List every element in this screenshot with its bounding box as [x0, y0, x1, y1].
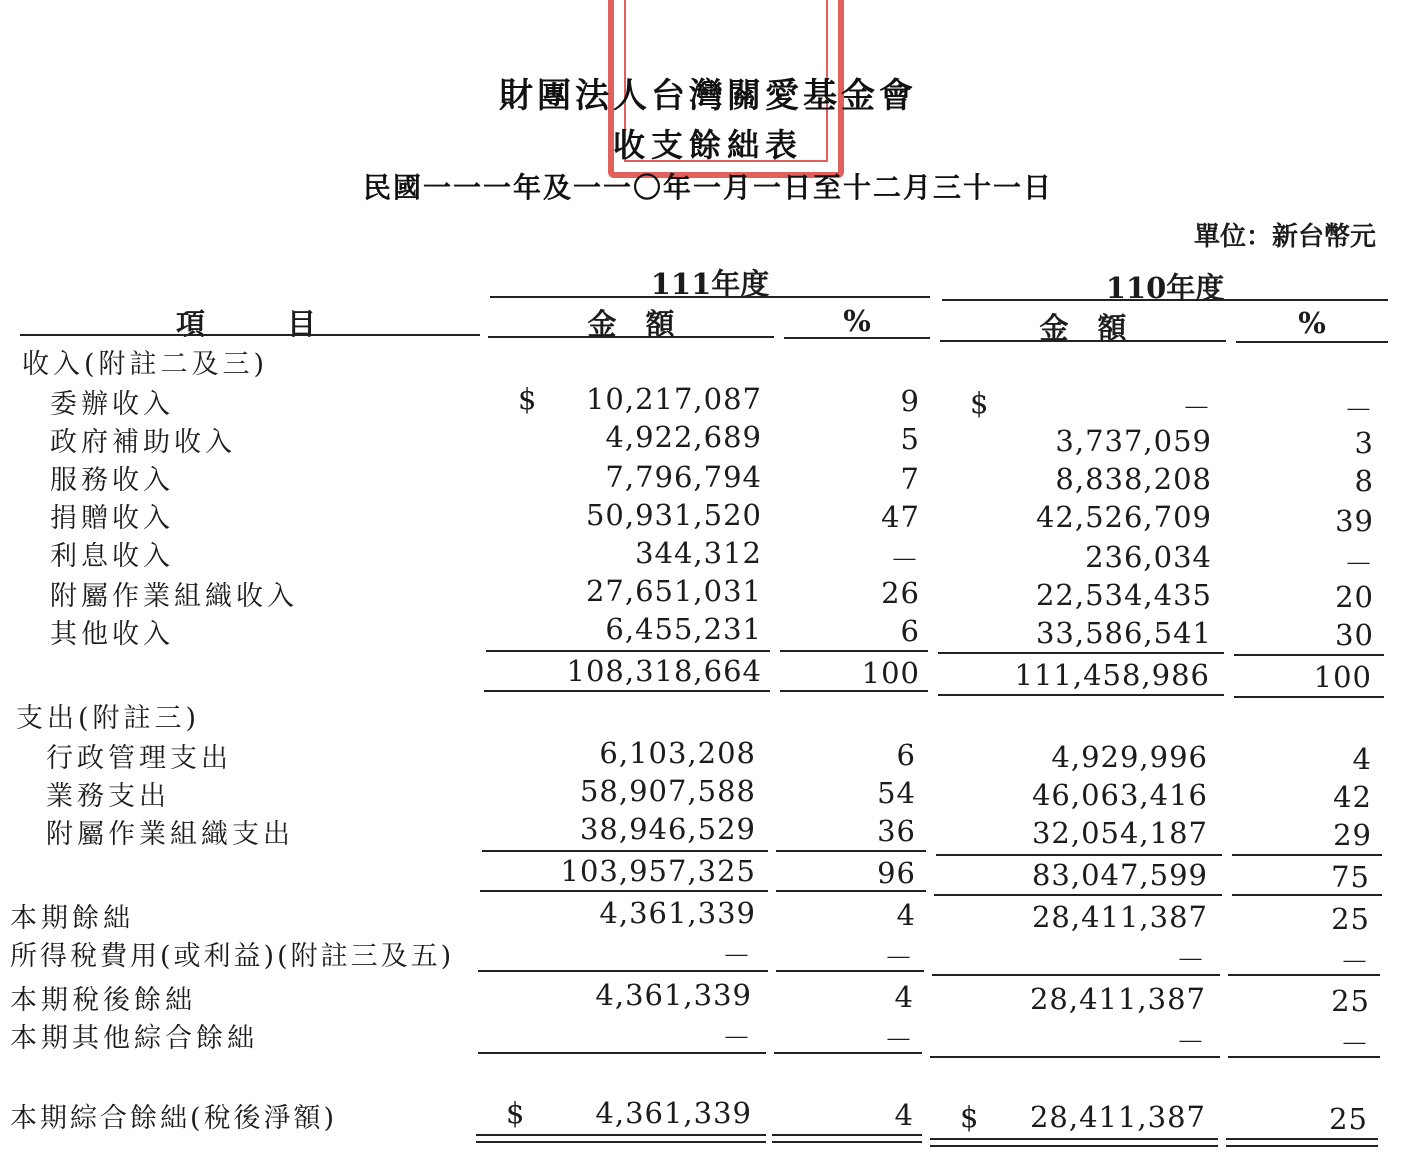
- current-amount: 344,312: [635, 536, 762, 570]
- prior-amount: 32,054,187: [1031, 816, 1208, 850]
- prior-amount: 33,586,541: [1035, 616, 1212, 650]
- current-percent: 26: [881, 576, 920, 610]
- prior-percent: 4: [1352, 742, 1372, 776]
- total-double-rule: [930, 1138, 1218, 1147]
- current-percent: 4: [896, 898, 916, 932]
- subtotal-rule: [1234, 654, 1384, 656]
- subtotal-rule: [776, 970, 924, 972]
- prior-amount: 4,929,996: [1051, 740, 1208, 774]
- current-amount: 38,946,529: [579, 812, 756, 846]
- prior-percent: 30: [1335, 618, 1374, 652]
- prior-percent: 20: [1335, 580, 1374, 614]
- subtotal-rule: [478, 1052, 766, 1054]
- prior-percent: 8: [1354, 464, 1374, 498]
- current-percent: －: [883, 1023, 914, 1057]
- prior-percent-subtotal: 100: [1313, 660, 1372, 694]
- current-percent: 54: [877, 776, 916, 810]
- current-amount: 27,651,031: [585, 574, 762, 608]
- current-amount: 58,907,588: [579, 774, 756, 808]
- subtotal-rule: [774, 1052, 922, 1054]
- current-amount: 4,922,689: [605, 420, 762, 454]
- row-label: 本期綜合餘絀(稅後淨額): [10, 1103, 338, 1134]
- subtotal-rule: [936, 854, 1222, 856]
- row-label: 服務收入: [50, 465, 174, 496]
- prior-amount: 28,411,387: [1029, 982, 1206, 1016]
- prior-percent: －: [1339, 1027, 1370, 1061]
- row-label: 本期稅後餘絀: [10, 985, 196, 1016]
- current-percent: 47: [881, 500, 920, 534]
- subtotal-rule: [1232, 854, 1382, 856]
- subtotal-rule: [1228, 1056, 1380, 1058]
- prior-amount: 3,737,059: [1055, 424, 1212, 458]
- current-percent-total: 4: [894, 1098, 914, 1132]
- current-amount: 50,931,520: [585, 498, 762, 532]
- subtotal-rule: [1228, 974, 1380, 976]
- subtotal-rule: [938, 652, 1224, 654]
- subtotal-rule: [484, 690, 770, 692]
- current-percent: 36: [877, 814, 916, 848]
- currency-symbol: $: [506, 1096, 525, 1130]
- prior-amount-subtotal: 111,458,986: [1014, 658, 1210, 692]
- current-amount: 10,217,087: [585, 382, 762, 416]
- header-rule: [490, 296, 930, 298]
- subtotal-rule: [480, 890, 768, 892]
- current-percent: －: [889, 543, 920, 577]
- total-double-rule: [1226, 1138, 1378, 1147]
- subtotal-rule: [932, 974, 1220, 976]
- header-rule: [20, 334, 480, 336]
- row-label: 捐贈收入: [50, 503, 174, 534]
- currency-unit: 單位：新台幣元: [1193, 222, 1376, 252]
- subtotal-rule: [934, 894, 1222, 896]
- percent-header-current: %: [843, 304, 871, 338]
- prior-percent: 25: [1331, 984, 1370, 1018]
- prior-amount: －: [1175, 943, 1206, 977]
- amount-header-prior: 金 額: [1039, 311, 1127, 345]
- percent-header-prior: %: [1298, 306, 1326, 340]
- current-percent: 7: [900, 462, 920, 496]
- currency-symbol: $: [518, 382, 537, 416]
- prior-percent: 25: [1331, 902, 1370, 936]
- subtotal-rule: [776, 850, 926, 852]
- current-amount-subtotal: 103,957,325: [560, 854, 756, 888]
- current-percent: －: [883, 941, 914, 975]
- current-percent: 4: [894, 980, 914, 1014]
- currency-symbol: $: [970, 386, 989, 420]
- row-label: 本期其他綜合餘絀: [10, 1023, 258, 1054]
- prior-percent: 42: [1333, 780, 1372, 814]
- subtotal-rule: [780, 650, 928, 652]
- subtotal-rule: [776, 890, 926, 892]
- prior-amount-total: 28,411,387: [1029, 1100, 1206, 1134]
- current-percent-subtotal: 100: [861, 656, 920, 690]
- year-current-header: 111年度: [650, 267, 770, 301]
- prior-percent: 39: [1335, 504, 1374, 538]
- total-double-rule: [476, 1134, 766, 1143]
- prior-percent: －: [1339, 945, 1370, 979]
- current-amount: 7,796,794: [605, 460, 762, 494]
- subtotal-rule: [482, 850, 768, 852]
- subtotal-rule: [780, 690, 928, 692]
- row-label: 其他收入: [50, 619, 174, 650]
- header-rule: [488, 336, 774, 338]
- current-amount: 4,361,339: [595, 978, 752, 1012]
- org-name: 財團法人台灣關愛基金會: [499, 76, 917, 116]
- row-label: 業務支出: [46, 781, 170, 812]
- current-percent: 6: [896, 738, 916, 772]
- prior-amount: 42,526,709: [1035, 500, 1212, 534]
- prior-amount: －: [1175, 1025, 1206, 1059]
- current-percent: 9: [900, 384, 920, 418]
- row-label: 附屬作業組織支出: [46, 819, 294, 850]
- report-title: 收支餘絀表: [612, 126, 803, 164]
- current-amount: －: [721, 1021, 752, 1055]
- row-label: 本期餘絀: [10, 903, 134, 934]
- row-label: 行政管理支出: [46, 743, 232, 774]
- current-percent: 6: [900, 614, 920, 648]
- prior-amount-subtotal: 83,047,599: [1031, 858, 1208, 892]
- prior-percent: －: [1343, 547, 1374, 581]
- prior-amount: 236,034: [1085, 540, 1212, 574]
- subtotal-rule: [1234, 696, 1384, 698]
- total-double-rule: [772, 1134, 922, 1143]
- prior-percent: 29: [1333, 818, 1372, 852]
- prior-percent: 3: [1354, 426, 1374, 460]
- current-amount: 6,455,231: [605, 612, 762, 646]
- section-expense: 支出(附註三): [16, 703, 201, 734]
- report-period: 民國一一一年及一一〇年一月一日至十二月三十一日: [362, 171, 1053, 204]
- subtotal-rule: [930, 1056, 1220, 1058]
- row-label: 附屬作業組織收入: [50, 581, 298, 612]
- prior-amount: －: [1181, 391, 1212, 425]
- current-amount-subtotal: 108,318,664: [566, 654, 762, 688]
- year-prior-header: 110年度: [1105, 271, 1225, 305]
- current-amount: 4,361,339: [599, 896, 756, 930]
- current-percent: 5: [900, 422, 920, 456]
- current-amount: －: [721, 939, 752, 973]
- subtotal-rule: [1232, 894, 1382, 896]
- current-percent-subtotal: 96: [877, 856, 916, 890]
- header-rule: [1236, 341, 1388, 343]
- prior-percent-subtotal: 75: [1331, 860, 1370, 894]
- item-header: 項 目: [175, 307, 324, 341]
- amount-header-current: 金 額: [587, 307, 675, 341]
- subtotal-rule: [938, 694, 1224, 696]
- prior-amount: 8,838,208: [1055, 462, 1212, 496]
- prior-amount: 46,063,416: [1031, 778, 1208, 812]
- current-amount-total: 4,361,339: [595, 1096, 752, 1130]
- prior-percent-total: 25: [1329, 1102, 1368, 1136]
- currency-symbol: $: [960, 1100, 979, 1134]
- current-amount: 6,103,208: [599, 736, 756, 770]
- prior-percent: －: [1343, 393, 1374, 427]
- subtotal-rule: [478, 970, 768, 972]
- header-rule: [942, 299, 1388, 301]
- prior-amount: 28,411,387: [1031, 900, 1208, 934]
- subtotal-rule: [486, 650, 770, 652]
- header-rule: [940, 340, 1226, 342]
- row-label: 利息收入: [50, 541, 174, 572]
- row-label: 委辦收入: [50, 389, 174, 420]
- section-income: 收入(附註二及三): [22, 349, 269, 380]
- header-rule: [784, 337, 930, 339]
- prior-amount: 22,534,435: [1035, 578, 1212, 612]
- row-label: 所得稅費用(或利益)(附註三及五): [10, 941, 455, 972]
- row-label: 政府補助收入: [50, 427, 236, 458]
